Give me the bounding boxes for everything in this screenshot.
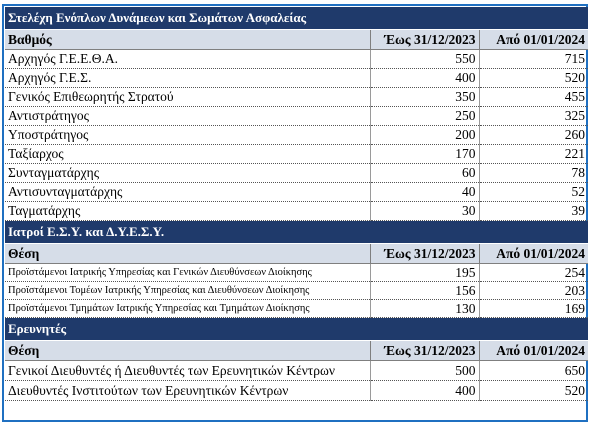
row-label: Αρχηγός Γ.Ε.Ε.Θ.Α. — [5, 50, 370, 69]
row-label: Διευθυντές Ινστιτούτων των Ερευνητικών Κέντρων — [5, 381, 370, 401]
value-from-2024: 221 — [479, 145, 588, 164]
value-from-2024: 169 — [479, 300, 588, 318]
column-header-position: Θέση — [5, 341, 370, 361]
value-until-2023: 60 — [370, 164, 479, 183]
value-from-2024: 52 — [479, 183, 588, 202]
column-header-row — [5, 30, 588, 50]
section-title: Ερευνητές — [5, 318, 588, 341]
value-until-2023: 156 — [370, 282, 479, 300]
table-row — [5, 381, 588, 401]
column-header-from-2024: Από 01/01/2024 — [479, 244, 588, 264]
row-label: Γενικός Επιθεωρητής Στρατού — [5, 88, 370, 107]
column-header-from-2024: Από 01/01/2024 — [479, 30, 588, 50]
row-label: Ταγματάρχης — [5, 202, 370, 221]
table-row — [5, 69, 588, 88]
row-label: Αντισυνταγματάρχης — [5, 183, 370, 202]
row-label: Υποστράτηγος — [5, 126, 370, 145]
value-from-2024: 260 — [479, 126, 588, 145]
value-until-2023: 350 — [370, 88, 479, 107]
value-from-2024: 520 — [479, 381, 588, 401]
table-row — [5, 361, 588, 381]
value-from-2024: 455 — [479, 88, 588, 107]
table-row — [5, 300, 588, 318]
value-from-2024: 715 — [479, 50, 588, 69]
value-until-2023: 200 — [370, 126, 479, 145]
row-label: Προϊστάμενοι Ιατρικής Υπηρεσίας και Γενικών Διευθύνσεων Διοίκησης — [5, 264, 370, 282]
table-row — [5, 88, 588, 107]
allowance-table — [5, 7, 588, 401]
value-until-2023: 500 — [370, 361, 479, 381]
value-from-2024: 325 — [479, 107, 588, 126]
row-label: Προϊστάμενοι Τομέων Ιατρικής Υπηρεσίας και Διευθύνσεων Διοίκησης — [5, 282, 370, 300]
table-row — [5, 50, 588, 69]
table-row — [5, 164, 588, 183]
table-row — [5, 107, 588, 126]
section-header-doctors — [5, 221, 588, 244]
value-until-2023: 170 — [370, 145, 479, 164]
row-label: Προϊστάμενοι Τμημάτων Ιατρικής Υπηρεσίας και Τμημάτων Διοίκησης — [5, 300, 370, 318]
column-header-from-2024: Από 01/01/2024 — [479, 341, 588, 361]
value-until-2023: 400 — [370, 381, 479, 401]
allowance-table-frame — [2, 4, 588, 422]
table-row — [5, 202, 588, 221]
table-row — [5, 183, 588, 202]
table-row — [5, 264, 588, 282]
value-until-2023: 130 — [370, 300, 479, 318]
section-title: Ιατροί Ε.Σ.Υ. και Δ.Υ.Ε.Σ.Υ. — [5, 221, 588, 244]
table-row — [5, 282, 588, 300]
value-from-2024: 650 — [479, 361, 588, 381]
column-header-row — [5, 244, 588, 264]
value-until-2023: 30 — [370, 202, 479, 221]
section-header-researchers — [5, 318, 588, 341]
row-label: Συνταγματάρχης — [5, 164, 370, 183]
value-from-2024: 78 — [479, 164, 588, 183]
column-header-position: Θέση — [5, 244, 370, 264]
value-from-2024: 520 — [479, 69, 588, 88]
column-header-row — [5, 341, 588, 361]
value-from-2024: 254 — [479, 264, 588, 282]
value-until-2023: 250 — [370, 107, 479, 126]
column-header-until-2023: Έως 31/12/2023 — [370, 341, 479, 361]
value-until-2023: 195 — [370, 264, 479, 282]
value-until-2023: 550 — [370, 50, 479, 69]
row-label: Αντιστράτηγος — [5, 107, 370, 126]
value-from-2024: 39 — [479, 202, 588, 221]
table-row — [5, 126, 588, 145]
table-row — [5, 145, 588, 164]
row-label: Γενικοί Διευθυντές ή Διευθυντές των Ερευνητικών Κέντρων — [5, 361, 370, 381]
column-header-until-2023: Έως 31/12/2023 — [370, 30, 479, 50]
section-title: Στελέχη Ενόπλων Δυνάμεων και Σωμάτων Ασφαλείας — [5, 7, 588, 30]
section-header-armed-forces — [5, 7, 588, 30]
value-until-2023: 400 — [370, 69, 479, 88]
row-label: Αρχηγός Γ.Ε.Σ. — [5, 69, 370, 88]
column-header-until-2023: Έως 31/12/2023 — [370, 244, 479, 264]
column-header-rank: Βαθμός — [5, 30, 370, 50]
value-from-2024: 203 — [479, 282, 588, 300]
value-until-2023: 40 — [370, 183, 479, 202]
row-label: Ταξίαρχος — [5, 145, 370, 164]
